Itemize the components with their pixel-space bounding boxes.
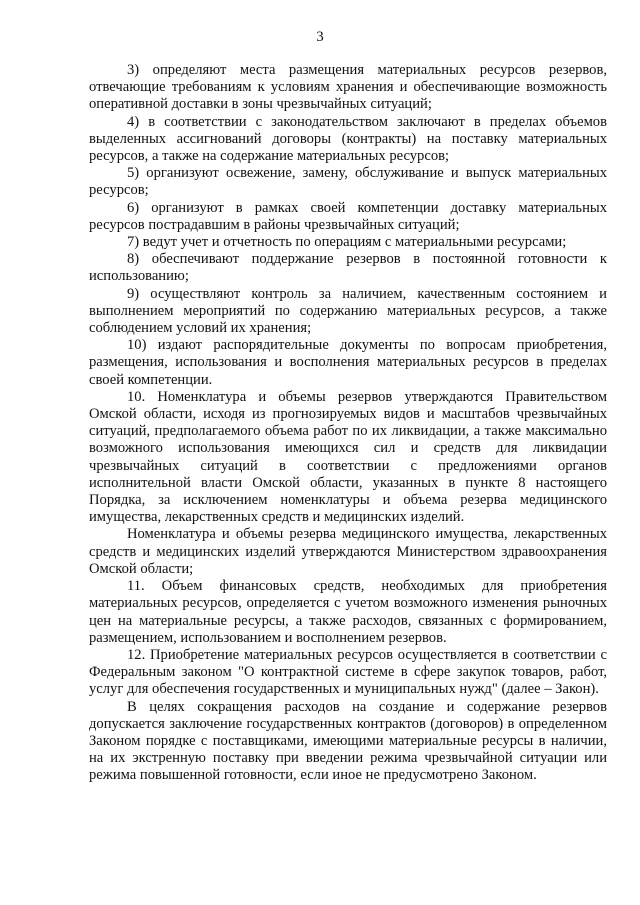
paragraph-item-10: 10) издают распорядительные документы по вопросам приобретения, размещения, использования и восполнения материальных ресурсов в пределах своей компетенции.	[89, 337, 607, 388]
page-number: 3	[316, 29, 324, 45]
paragraph-item-9: 9) осуществляют контроль за наличием, качественным состоянием и выполнением мероприятий по содержанию материальных ресурсов, а также соблюдением условий их хранения;	[89, 285, 607, 337]
paragraph-clause-12-cost-reduction: В целях сокращения расходов на создание и содержание резервов допускается заключение государственных контрактов (договоров) в определенном Законом порядке с поставщиками, имеющими материальные ресурсы в наличии, на их экстренную поставку при введении режима чрезвычайной ситуации или режима повышенной готовности, если иное не предусмотрено Законом.	[89, 698, 607, 784]
paragraph-clause-10-medical: Номенклатура и объемы резерва медицинского имущества, лекарственных средств и медицинских изделий утверждаются Министерством здравоохранения Омской области;	[89, 526, 607, 577]
paragraph-clause-12: 12. Приобретение материальных ресурсов осуществляется в соответствии с Федеральным законом "О контрактной системе в сфере закупок товаров, работ, услуг для обеспечения государственных и муниципальных нужд" (далее – Закон).	[89, 646, 607, 698]
paragraph-clause-10: 10. Номенклатура и объемы резервов утверждаются Правительством Омской области, исходя из прогнозируемых видов и масштабов чрезвычайных ситуаций, предполагаемого объема работ по их ликвидации, а также максимально возможного использования имеющихся сил и средств для ликвидации чрезвычайных ситуаций в соответствии с предложениями органов исполнительной власти Омской области, указанных в пункте 8 настоящего Порядка, за исключением номенклатуры и объема резерва медицинского имущества, лекарственных средств и медицинских изделий.	[89, 388, 607, 526]
paragraph-item-4: 4) в соответствии с законодательством заключают в пределах объемов выделенных ассигнований договоры (контракты) на поставку материальных ресурсов, а также на содержание материальных ресурсов;	[89, 113, 607, 165]
paragraph-item-5: 5) организуют освежение, замену, обслуживание и выпуск материальных ресурсов;	[89, 165, 607, 199]
document-body	[89, 62, 607, 785]
paragraph-item-8: 8) обеспечивают поддержание резервов в постоянной готовности к использованию;	[89, 251, 607, 285]
paragraph-item-3: 3) определяют места размещения материальных ресурсов резервов, отвечающие требованиям к условиям хранения и обеспечивающие возможность оперативной доставки в зоны чрезвычайных ситуаций;	[89, 62, 607, 113]
paragraph-item-6: 6) организуют в рамках своей компетенции доставку материальных ресурсов пострадавшим в районы чрезвычайных ситуаций;	[89, 199, 607, 233]
paragraph-item-7: 7) ведут учет и отчетность по операциям с материальными ресурсами;	[127, 234, 567, 251]
paragraph-clause-11: 11. Объем финансовых средств, необходимых для приобретения материальных ресурсов, определяется с учетом возможного изменения рыночных цен на материальные ресурсы, а также расходов, связанных с формированием, размещением, использованием и восполнением резервов.	[89, 578, 607, 646]
